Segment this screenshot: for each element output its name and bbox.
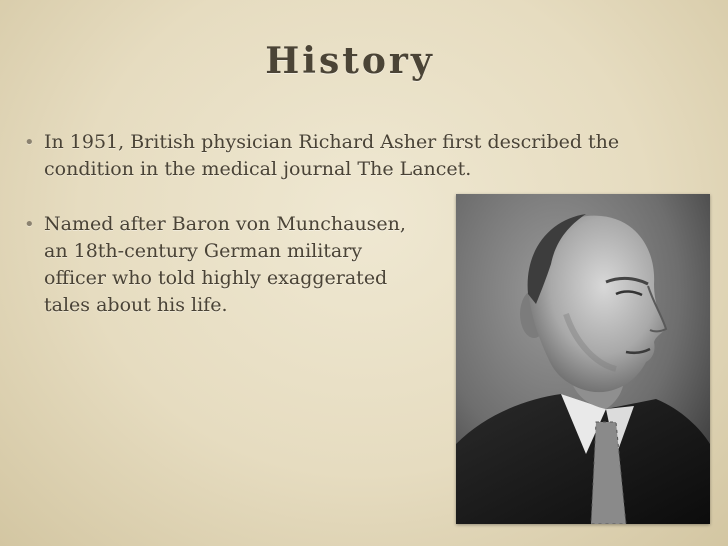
slide-title: History (265, 40, 435, 82)
bullet-text: In 1951, British physician Richard Asher first described the condition in the medical journal The Lancet. (44, 131, 620, 180)
portrait-photo-icon (456, 194, 710, 524)
bullet-icon: • (24, 132, 35, 153)
bullet-item (24, 211, 414, 319)
portrait-photo (456, 194, 710, 524)
bullet-item (24, 129, 684, 183)
bullet-icon: • (24, 214, 35, 235)
bullet-text: Named after Baron von Munchausen, an 18th-century German military officer who told highly exaggerated tales about his life. (44, 213, 406, 316)
